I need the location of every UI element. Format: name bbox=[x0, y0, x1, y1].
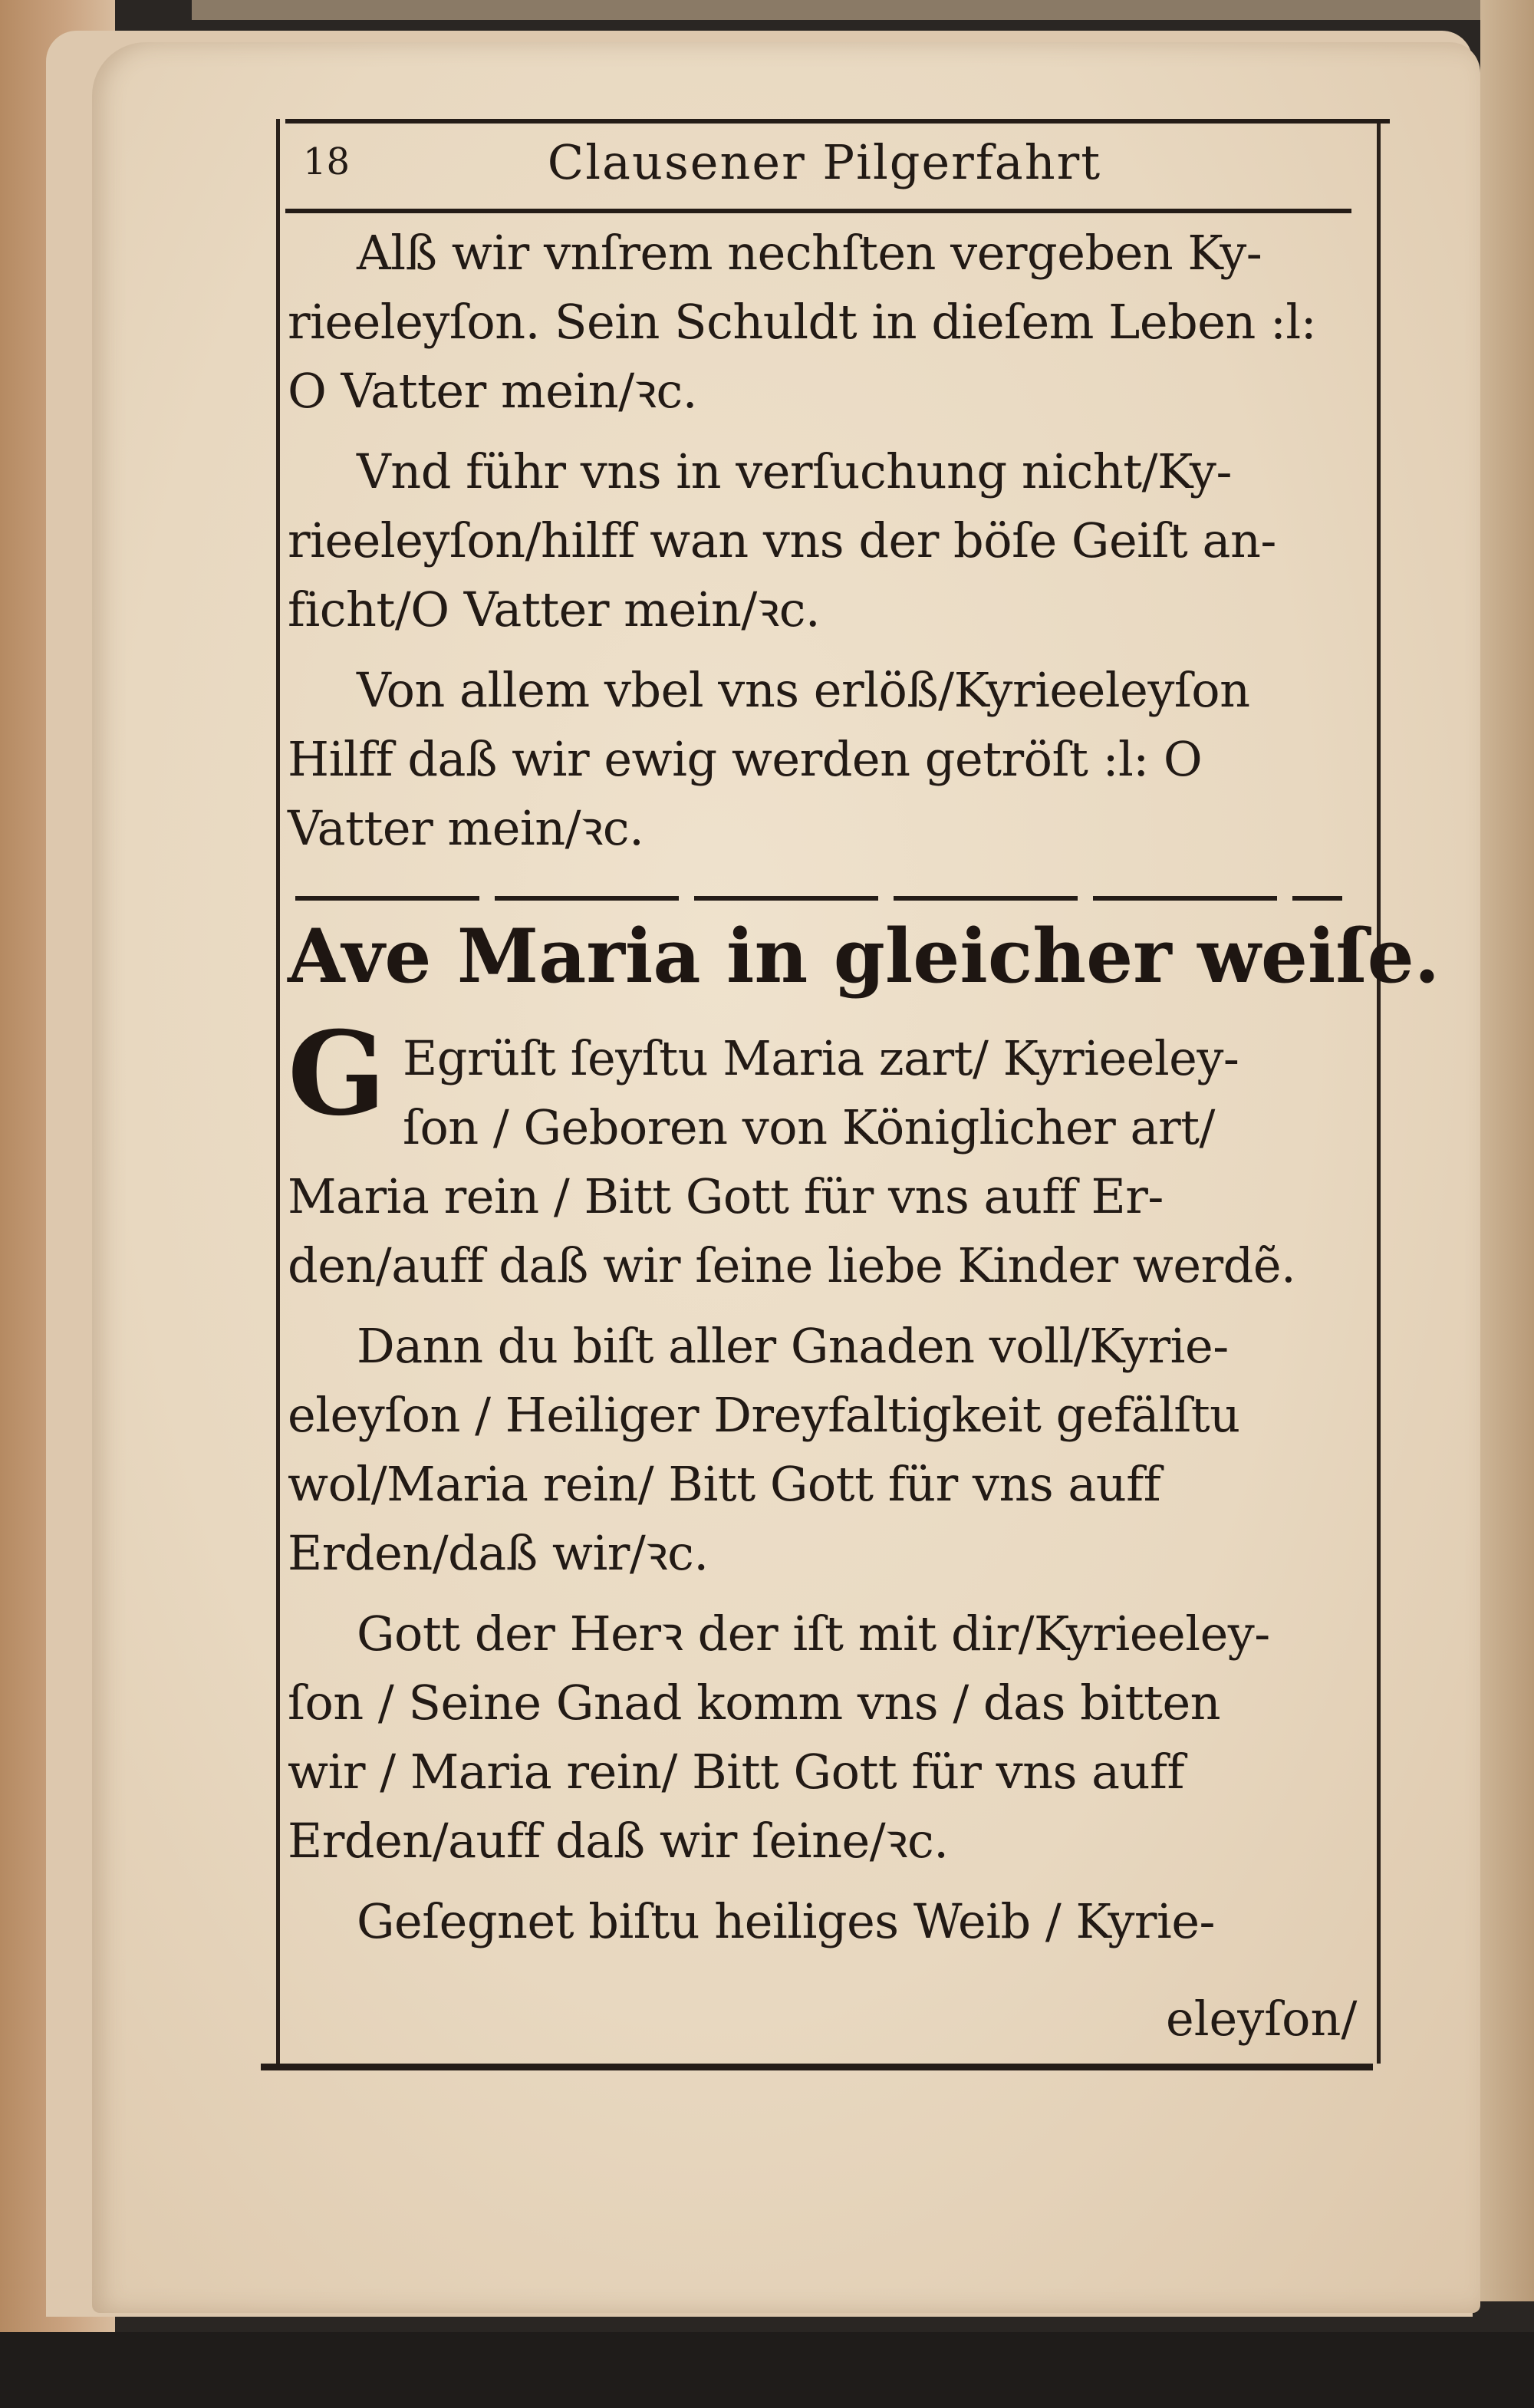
verse-line: Vnd führ vns in verſuchung nicht/Ky- bbox=[357, 443, 1232, 499]
verse-line: den/auff daß wir ſeine liebe Kinder werdẽ. bbox=[288, 1237, 1296, 1293]
verse-line: wol/Maria rein/ Bitt Gott für vns auff bbox=[288, 1456, 1161, 1512]
book-top-strip bbox=[192, 0, 1519, 20]
book-right-strip bbox=[1480, 0, 1534, 2301]
page-number: 18 bbox=[303, 140, 351, 183]
verse-block-top bbox=[288, 219, 1358, 894]
verse-line: Maria rein / Bitt Gott für vns auff Er- bbox=[288, 1168, 1164, 1224]
verse-line: eleyſon / Heiliger Dreyfaltigkeit gefälſtu bbox=[288, 1387, 1240, 1443]
rule-top bbox=[285, 119, 1390, 124]
verse-line: O Vatter mein/ꝛc. bbox=[288, 363, 697, 419]
catchword: eleyſon/ bbox=[1166, 1991, 1358, 2047]
verse-line: Gott der Herꝛ der iſt mit dir/Kyrieeley- bbox=[357, 1606, 1270, 1662]
rule-under-head bbox=[285, 209, 1351, 213]
verse-line: Egrüſt ſeyſtu Maria zart/ Kyrieeley- bbox=[403, 1030, 1239, 1086]
verse-line: Alß wir vnſrem nechſten vergeben Ky- bbox=[357, 225, 1262, 281]
verse-line: rieeleyſon/hilff wan vns der böſe Geiſt an- bbox=[288, 512, 1276, 568]
verse-line: Erden/daß wir/ꝛc. bbox=[288, 1525, 709, 1581]
verse-line: ſon / Geboren von Königlicher art/ bbox=[403, 1099, 1215, 1155]
rule-section-divider bbox=[295, 896, 1342, 901]
running-head bbox=[295, 134, 1354, 196]
verse-line: Dann du biſt aller Gnaden voll/Kyrie- bbox=[357, 1318, 1229, 1374]
verse-line: Von allem vbel vns erlöß/Kyrieeleyſon bbox=[357, 662, 1250, 718]
background-bottom bbox=[0, 2332, 1534, 2408]
verse-line: rieeleyſon. Sein Schuldt in dieſem Leben :l: bbox=[288, 294, 1317, 350]
verse-line: Erden/auff daß wir ſeine/ꝛc. bbox=[288, 1813, 949, 1869]
running-title: Clausener Pilgerfahrt bbox=[547, 134, 1102, 190]
verse-line: Hilff daß wir ewig werden getröſt :l: O bbox=[288, 731, 1203, 787]
verse-line: Vatter mein/ꝛc. bbox=[288, 800, 644, 856]
verse-line: wir / Maria rein/ Bitt Gott für vns auff bbox=[288, 1744, 1184, 1800]
verse-line: Geſegnet biſtu heiliges Weib / Kyrie- bbox=[357, 1893, 1215, 1949]
verse-line: ficht/O Vatter mein/ꝛc. bbox=[288, 581, 821, 637]
verse-block-bottom bbox=[288, 1024, 1358, 1991]
initial-capital: G bbox=[288, 1006, 387, 1141]
rule-bottom bbox=[261, 2064, 1373, 2070]
verse-line: ſon / Seine Gnad komm vns / das bitten bbox=[288, 1675, 1221, 1731]
section-heading: Ave Maria in gleicher weiſe. bbox=[288, 913, 1440, 1000]
